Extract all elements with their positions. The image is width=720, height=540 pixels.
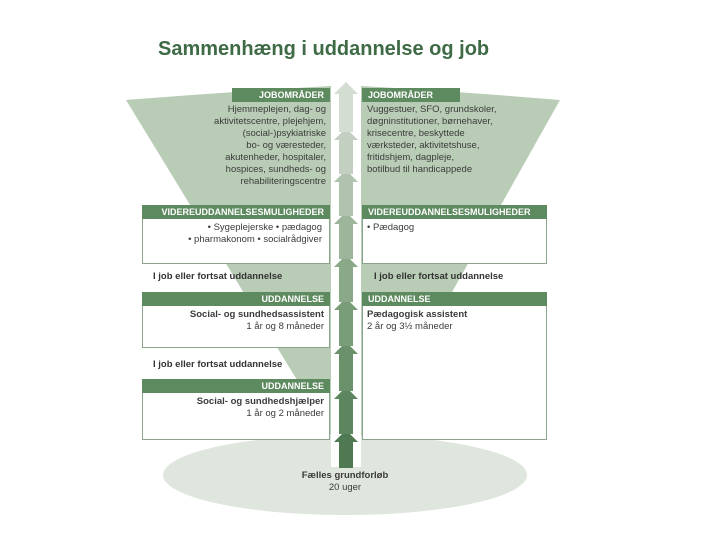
left-edu1-title: Social- og sundhedsassistent bbox=[189, 309, 324, 320]
left-jobs-line: akutenheder, hospitaler, bbox=[225, 152, 326, 163]
right-jobs-line: krisecentre, beskyttede bbox=[367, 128, 465, 139]
right-further-header: VIDEREUDDANNELSESMULIGHEDER bbox=[362, 205, 547, 219]
left-edu1-text bbox=[146, 309, 324, 333]
left-jobs-line: hospices, sundheds- og bbox=[225, 164, 326, 175]
left-further-line: • pharmakonom • socialrådgiver bbox=[188, 234, 322, 245]
right-jobs-line: botilbud til handicappede bbox=[367, 164, 473, 175]
left-jobs-line: (social-)psykiatriske bbox=[242, 128, 326, 139]
left-further-header: VIDEREUDDANNELSESMULIGHEDER bbox=[142, 205, 330, 219]
left-transition-2: I job eller fortsat uddannelse bbox=[153, 359, 283, 370]
right-further-list bbox=[367, 222, 543, 234]
left-further-line: • Sygeplejerske • pædagog bbox=[207, 222, 322, 233]
right-edu1-title: Pædagogisk assistent bbox=[367, 309, 468, 320]
right-jobs-line: fritidshjem, dagpleje, bbox=[367, 152, 455, 163]
left-transition-1: I job eller fortsat uddannelse bbox=[153, 271, 283, 282]
right-jobs-list bbox=[367, 104, 547, 176]
left-jobs-line: Hjemmeplejen, dag- og bbox=[227, 104, 326, 115]
right-jobs-header: JOBOMRÅDER bbox=[362, 88, 460, 102]
left-jobs-header: JOBOMRÅDER bbox=[232, 88, 330, 102]
right-further-line: • Pædagog bbox=[367, 222, 415, 233]
left-jobs-line: aktivitetscentre, plejehjem, bbox=[214, 116, 326, 127]
right-edu1-duration: 2 år og 3½ måneder bbox=[367, 321, 453, 332]
base-duration: 20 uger bbox=[328, 482, 362, 493]
right-jobs-line: Vuggestuer, SFO, grundskoler, bbox=[367, 104, 497, 115]
left-edu1-header: UDDANNELSE bbox=[142, 292, 330, 306]
right-jobs-line: værksteder, aktivitetshuse, bbox=[367, 140, 480, 151]
left-edu2-header: UDDANNELSE bbox=[142, 379, 330, 393]
right-jobs-line: døgninstitutioner, børnehaver, bbox=[367, 116, 493, 127]
left-edu2-text bbox=[146, 396, 324, 420]
page-title: Sammenhæng i uddannelse og job bbox=[158, 38, 490, 60]
left-edu2-title: Social- og sundhedshjælper bbox=[196, 396, 324, 407]
left-jobs-line: bo- og væresteder, bbox=[246, 140, 326, 151]
left-jobs-line: rehabiliteringscentre bbox=[240, 176, 326, 187]
left-edu2-duration: 1 år og 2 måneder bbox=[246, 408, 324, 419]
right-edu1-text bbox=[367, 309, 545, 333]
right-transition-1: I job eller fortsat uddannelse bbox=[374, 271, 504, 282]
base-label bbox=[250, 470, 440, 494]
right-edu1-header: UDDANNELSE bbox=[362, 292, 547, 306]
base-title: Fælles grundforløb bbox=[301, 470, 389, 481]
left-further-list bbox=[146, 222, 322, 246]
left-edu1-duration: 1 år og 8 måneder bbox=[246, 321, 324, 332]
left-jobs-list bbox=[160, 104, 326, 188]
